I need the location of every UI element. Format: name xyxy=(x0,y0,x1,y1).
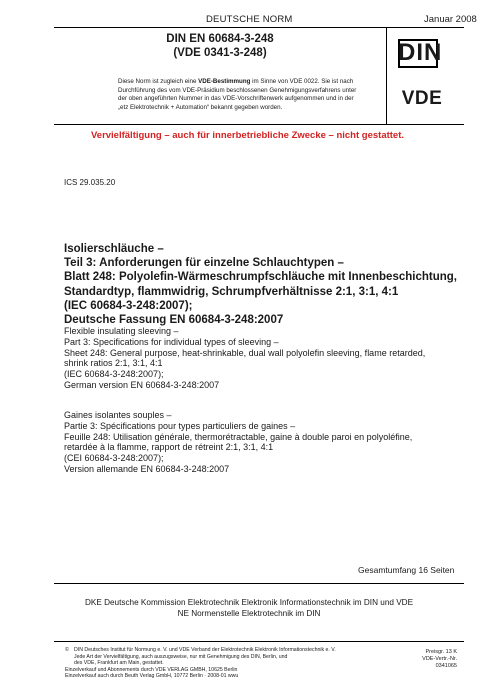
sales-number: VDE-Vertr.-Nr. 0341065 xyxy=(422,656,457,670)
title-line: shrink ratios 2:1, 3:1, 4:1 xyxy=(64,358,163,369)
footer-top-rule xyxy=(54,641,464,642)
title-line: Part 3: Specifications for individual types of sleeving – xyxy=(64,336,279,347)
title-german xyxy=(64,242,464,327)
notice-line: „etz Elektrotechnik + Automation“ bekannt gegeben worden. xyxy=(118,103,283,111)
title-line: German version EN 60684-3-248:2007 xyxy=(64,379,220,390)
copyright-block xyxy=(65,647,380,680)
publication-date: Januar 2008 xyxy=(424,14,477,25)
committee xyxy=(60,598,438,619)
price-group: Preisgr. 13 K xyxy=(425,649,457,655)
copyright-symbol: © xyxy=(65,647,69,653)
notice-line: Durchführung des vom VDE-Präsidium beschlossenen Genehmigungsverfahrens unter xyxy=(118,86,357,94)
title-line: Feuille 248: Utilisation générale, thermorétractable, gaine à double paroi en polyoléfine, xyxy=(64,431,413,442)
copyright-line: DIN Deutsches Institut für Normung e. V. und VDE Verband der Elektrotechnik Elektronik Informationstechnik e. V. xyxy=(74,647,336,653)
title-english xyxy=(64,326,464,391)
document-number-din: DIN EN 60684-3-248 xyxy=(166,33,274,45)
committee-dke: DKE Deutsche Kommission Elektrotechnik Elektronik Informationstechnik im DIN und VDE xyxy=(84,598,414,607)
committee-ne: NE Normenstelle Elektrotechnik im DIN xyxy=(177,608,321,618)
title-line: Deutsche Fassung EN 60684-3-248:2007 xyxy=(64,314,284,327)
sales-line: Einzelverkauf auch durch Beuth Verlag GmbH, 10772 Berlin · 2008-01 wwu xyxy=(65,673,239,679)
title-line: Teil 3: Anforderungen für einzelne Schlauchtypen – xyxy=(64,257,344,270)
title-line: Blatt 248: Polyolefin-Wärmeschrumpfschläuche mit Innenbeschichtung, xyxy=(64,271,457,284)
title-line: Standardtyp, flammwidrig, Schrumpfverhältnisse 2:1, 3:1, 4:1 xyxy=(64,285,399,298)
vde-notice xyxy=(118,78,388,112)
title-line: Isolierschläuche – xyxy=(64,243,164,255)
title-line: (IEC 60684-3-248:2007); xyxy=(64,299,193,312)
title-line: Gaines isolantes souples – xyxy=(64,410,172,420)
title-line: (CEI 60684-3-248:2007); xyxy=(64,453,164,464)
header-box-rule xyxy=(54,124,464,125)
copyright-line: Jede Art der Vervielfältigung, auch auszugsweise, nur mit Genehmigung des DIN, Berlin, und xyxy=(74,653,288,660)
notice-line: im Sinne von VDE 0022. Sie ist nach xyxy=(250,78,354,85)
title-line: Flexible insulating sleeving – xyxy=(64,326,179,336)
document-number xyxy=(60,32,380,60)
notice-line: der oben angeführten Nummer in das VDE-Vorschriftenwerk aufgenommen und in der xyxy=(118,95,354,103)
committee-top-rule xyxy=(54,583,464,584)
title-line: Version allemande EN 60684-3-248:2007 xyxy=(64,463,230,474)
ics-code: ICS 29.035.20 xyxy=(64,178,116,187)
vde-logo: VDE xyxy=(401,88,443,109)
notice-bold: VDE-Bestimmung xyxy=(198,78,251,85)
reproduction-notice: Vervielfältigung – auch für innerbetriebliche Zwecke – nicht gestattet. xyxy=(90,130,405,141)
sales-line: Einzelverkauf und Abonnements durch VDE VERLAG GMBH, 10625 Berlin xyxy=(65,666,238,673)
copyright-line: des VDE, Frankfurt am Main, gestattet. xyxy=(74,660,164,666)
top-rule xyxy=(54,27,464,28)
title-french xyxy=(64,410,464,475)
title-line: Partie 3: Spécifications pour types particuliers de gaines – xyxy=(64,420,296,431)
document-number-vde: (VDE 0341-3-248) xyxy=(173,47,267,59)
title-line: (IEC 60684-3-248:2007); xyxy=(64,369,164,380)
din-logo: DIN xyxy=(398,39,443,66)
price-info xyxy=(400,649,457,671)
header-label: DEUTSCHE NORM xyxy=(206,14,293,25)
notice-prefix: Diese Norm ist zugleich eine xyxy=(118,78,199,85)
title-line: Sheet 248: General purpose, heat-shrinkable, dual wall polyolefin sleeving, flame retarded, xyxy=(64,347,426,358)
total-pages: Gesamtumfang 16 Seiten xyxy=(358,565,455,575)
title-line: retardée à la flamme, rapport de rétreint 2:1, 3:1, 4:1 xyxy=(64,442,274,453)
